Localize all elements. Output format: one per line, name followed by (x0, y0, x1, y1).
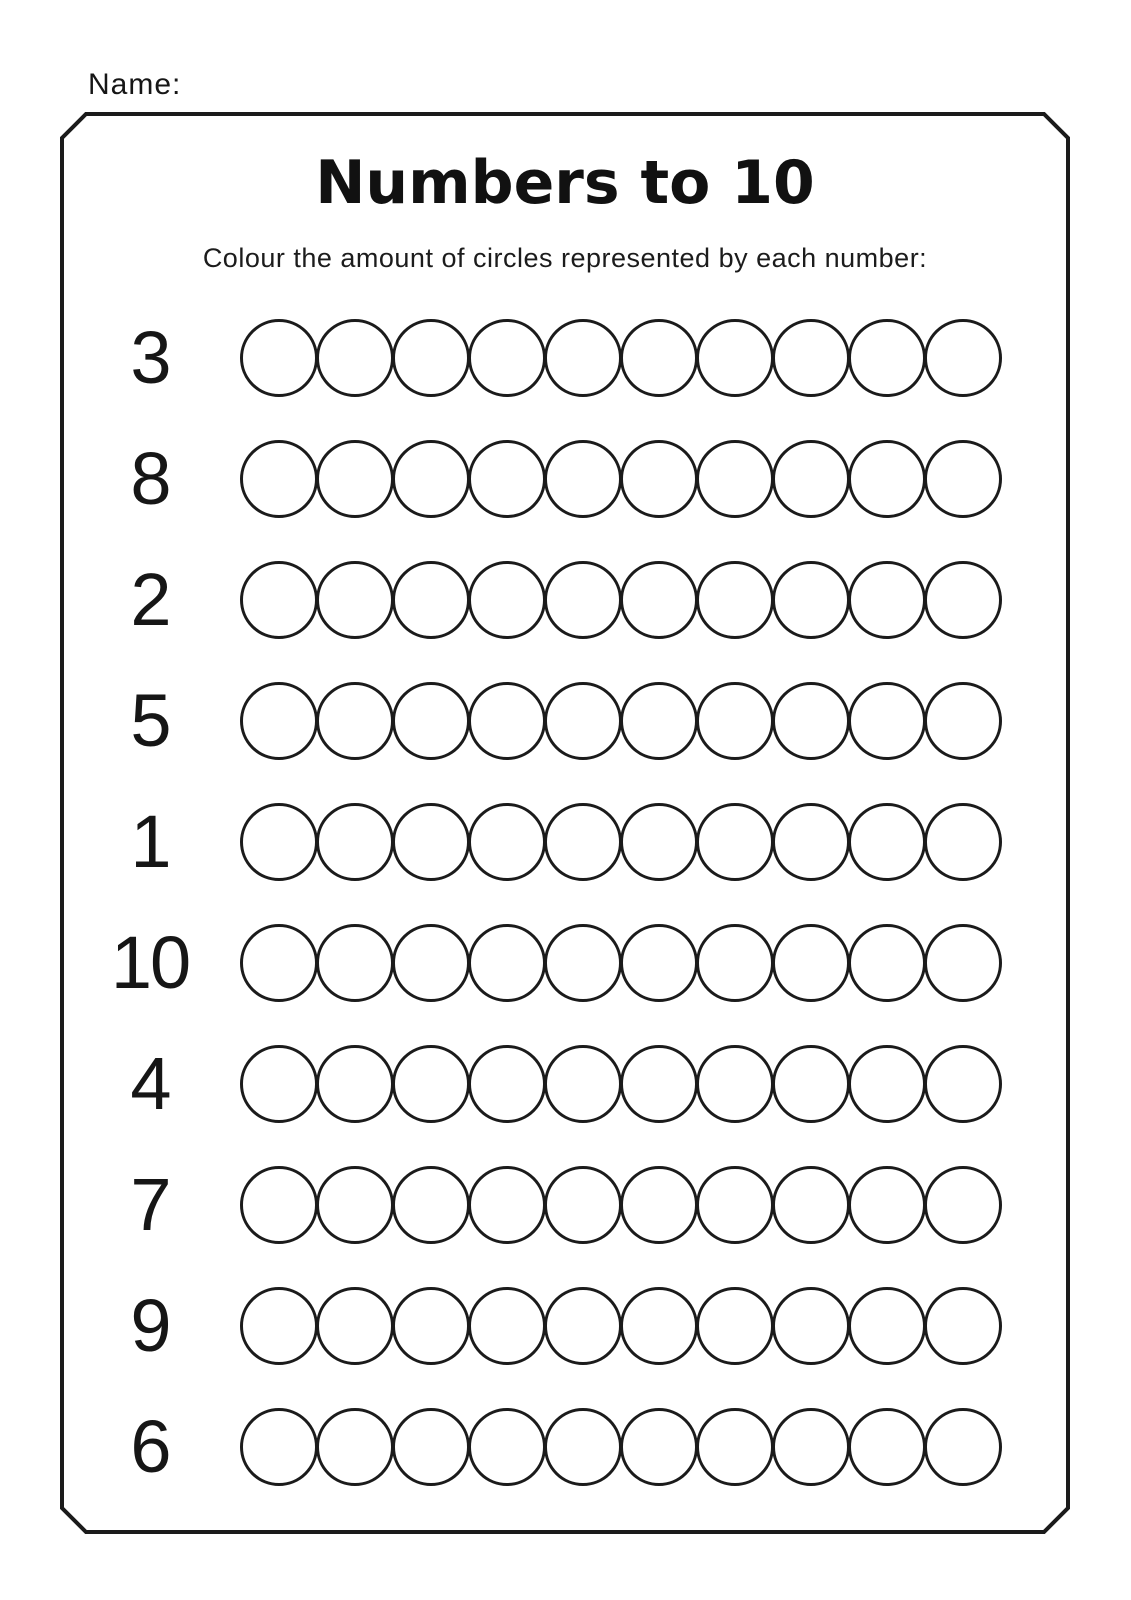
row-number-label: 9 (130, 1283, 170, 1367)
colourable-circle[interactable] (468, 1408, 546, 1486)
colourable-circle[interactable] (696, 1408, 774, 1486)
colourable-circle[interactable] (316, 1408, 394, 1486)
row-number-label: 6 (130, 1404, 170, 1488)
row-number-label: 4 (130, 1041, 170, 1125)
colourable-circle[interactable] (772, 1408, 850, 1486)
colourable-circle[interactable] (392, 924, 470, 1002)
colourable-circle[interactable] (696, 440, 774, 518)
colourable-circle[interactable] (316, 1045, 394, 1123)
colourable-circle[interactable] (316, 682, 394, 760)
colourable-circle[interactable] (316, 440, 394, 518)
colourable-circle[interactable] (696, 682, 774, 760)
colourable-circle[interactable] (696, 924, 774, 1002)
colourable-circle[interactable] (696, 561, 774, 639)
colourable-circle[interactable] (316, 924, 394, 1002)
colourable-circle[interactable] (468, 1045, 546, 1123)
worksheet-row (62, 1265, 1068, 1386)
colourable-circle[interactable] (468, 561, 546, 639)
worksheet-instruction: Colour the amount of circles represented by each number: (202, 243, 928, 273)
circle-strip (240, 682, 1000, 760)
colourable-circle[interactable] (696, 803, 774, 881)
colourable-circle[interactable] (316, 803, 394, 881)
colourable-circle[interactable] (392, 440, 470, 518)
colourable-circle[interactable] (620, 1166, 698, 1244)
row-number-label: 10 (110, 920, 190, 1004)
colourable-circle[interactable] (924, 1287, 1002, 1365)
colourable-circle[interactable] (468, 1287, 546, 1365)
colourable-circle[interactable] (696, 1287, 774, 1365)
colourable-circle[interactable] (544, 1287, 622, 1365)
colourable-circle[interactable] (848, 1166, 926, 1244)
colourable-circle[interactable] (392, 1045, 470, 1123)
colourable-circle[interactable] (392, 1166, 470, 1244)
colourable-circle[interactable] (772, 682, 850, 760)
colourable-circle[interactable] (848, 440, 926, 518)
colourable-circle[interactable] (924, 924, 1002, 1002)
colourable-circle[interactable] (620, 1045, 698, 1123)
colourable-circle[interactable] (848, 561, 926, 639)
colourable-circle[interactable] (392, 803, 470, 881)
worksheet-row (62, 902, 1068, 1023)
colourable-circle[interactable] (696, 1166, 774, 1244)
colourable-circle[interactable] (696, 1045, 774, 1123)
circle-strip (240, 1287, 1000, 1365)
colourable-circle[interactable] (620, 1287, 698, 1365)
colourable-circle[interactable] (240, 924, 318, 1002)
colourable-circle[interactable] (240, 1166, 318, 1244)
colourable-circle[interactable] (772, 561, 850, 639)
worksheet-row (62, 1023, 1068, 1144)
colourable-circle[interactable] (544, 803, 622, 881)
colourable-circle[interactable] (924, 561, 1002, 639)
colourable-circle[interactable] (620, 1408, 698, 1486)
colourable-circle[interactable] (544, 924, 622, 1002)
colourable-circle[interactable] (620, 682, 698, 760)
circle-strip (240, 440, 1000, 518)
colourable-circle[interactable] (392, 319, 470, 397)
colourable-circle[interactable] (392, 1287, 470, 1365)
colourable-circle[interactable] (924, 1045, 1002, 1123)
worksheet-row (62, 297, 1068, 418)
colourable-circle[interactable] (468, 682, 546, 760)
colourable-circle[interactable] (848, 1287, 926, 1365)
colourable-circle[interactable] (696, 319, 774, 397)
colourable-circle[interactable] (620, 803, 698, 881)
worksheet-row (62, 660, 1068, 781)
worksheet-row (62, 781, 1068, 902)
worksheet-row (62, 539, 1068, 660)
row-number-label: 8 (130, 436, 170, 520)
colourable-circle[interactable] (544, 319, 622, 397)
colourable-circle[interactable] (240, 1045, 318, 1123)
colourable-circle[interactable] (544, 1045, 622, 1123)
colourable-circle[interactable] (924, 803, 1002, 881)
colourable-circle[interactable] (848, 682, 926, 760)
colourable-circle[interactable] (240, 440, 318, 518)
colourable-circle[interactable] (772, 440, 850, 518)
colourable-circle[interactable] (468, 440, 546, 518)
colourable-circle[interactable] (924, 440, 1002, 518)
worksheet-row (62, 1144, 1068, 1265)
colourable-circle[interactable] (240, 1408, 318, 1486)
colourable-circle[interactable] (924, 319, 1002, 397)
colourable-circle[interactable] (544, 1166, 622, 1244)
circle-strip (240, 803, 1000, 881)
circle-strip (240, 1045, 1000, 1123)
colourable-circle[interactable] (772, 924, 850, 1002)
colourable-circle[interactable] (848, 803, 926, 881)
circle-strip (240, 1166, 1000, 1244)
colourable-circle[interactable] (468, 1166, 546, 1244)
circle-strip (240, 561, 1000, 639)
row-number-label: 1 (130, 799, 170, 883)
circle-strip (240, 319, 1000, 397)
colourable-circle[interactable] (772, 1166, 850, 1244)
colourable-circle[interactable] (620, 440, 698, 518)
colourable-circle[interactable] (848, 924, 926, 1002)
row-number-label: 7 (130, 1162, 170, 1246)
rows-container (62, 297, 1068, 1507)
colourable-circle[interactable] (772, 319, 850, 397)
colourable-circle[interactable] (848, 1045, 926, 1123)
row-number-label: 3 (130, 315, 170, 399)
colourable-circle[interactable] (924, 1166, 1002, 1244)
colourable-circle[interactable] (544, 682, 622, 760)
colourable-circle[interactable] (240, 561, 318, 639)
colourable-circle[interactable] (924, 1408, 1002, 1486)
colourable-circle[interactable] (544, 440, 622, 518)
colourable-circle[interactable] (772, 803, 850, 881)
colourable-circle[interactable] (240, 682, 318, 760)
colourable-circle[interactable] (240, 803, 318, 881)
colourable-circle[interactable] (392, 561, 470, 639)
colourable-circle[interactable] (620, 561, 698, 639)
circle-strip (240, 1408, 1000, 1486)
worksheet-title: Numbers to 10 (315, 148, 815, 218)
colourable-circle[interactable] (544, 1408, 622, 1486)
name-field-label[interactable]: Name: (88, 68, 182, 101)
colourable-circle[interactable] (316, 1166, 394, 1244)
colourable-circle[interactable] (468, 924, 546, 1002)
colourable-circle[interactable] (316, 1287, 394, 1365)
worksheet-row (62, 1386, 1068, 1507)
colourable-circle[interactable] (392, 1408, 470, 1486)
colourable-circle[interactable] (468, 319, 546, 397)
colourable-circle[interactable] (848, 1408, 926, 1486)
colourable-circle[interactable] (316, 319, 394, 397)
colourable-circle[interactable] (772, 1045, 850, 1123)
colourable-circle[interactable] (240, 1287, 318, 1365)
colourable-circle[interactable] (316, 561, 394, 639)
circle-strip (240, 924, 1000, 1002)
row-number-label: 2 (130, 557, 170, 641)
colourable-circle[interactable] (924, 682, 1002, 760)
row-number-label: 5 (130, 678, 170, 762)
colourable-circle[interactable] (620, 924, 698, 1002)
colourable-circle[interactable] (772, 1287, 850, 1365)
colourable-circle[interactable] (620, 319, 698, 397)
colourable-circle[interactable] (468, 803, 546, 881)
colourable-circle[interactable] (240, 319, 318, 397)
colourable-circle[interactable] (544, 561, 622, 639)
worksheet-row (62, 418, 1068, 539)
colourable-circle[interactable] (848, 319, 926, 397)
colourable-circle[interactable] (392, 682, 470, 760)
